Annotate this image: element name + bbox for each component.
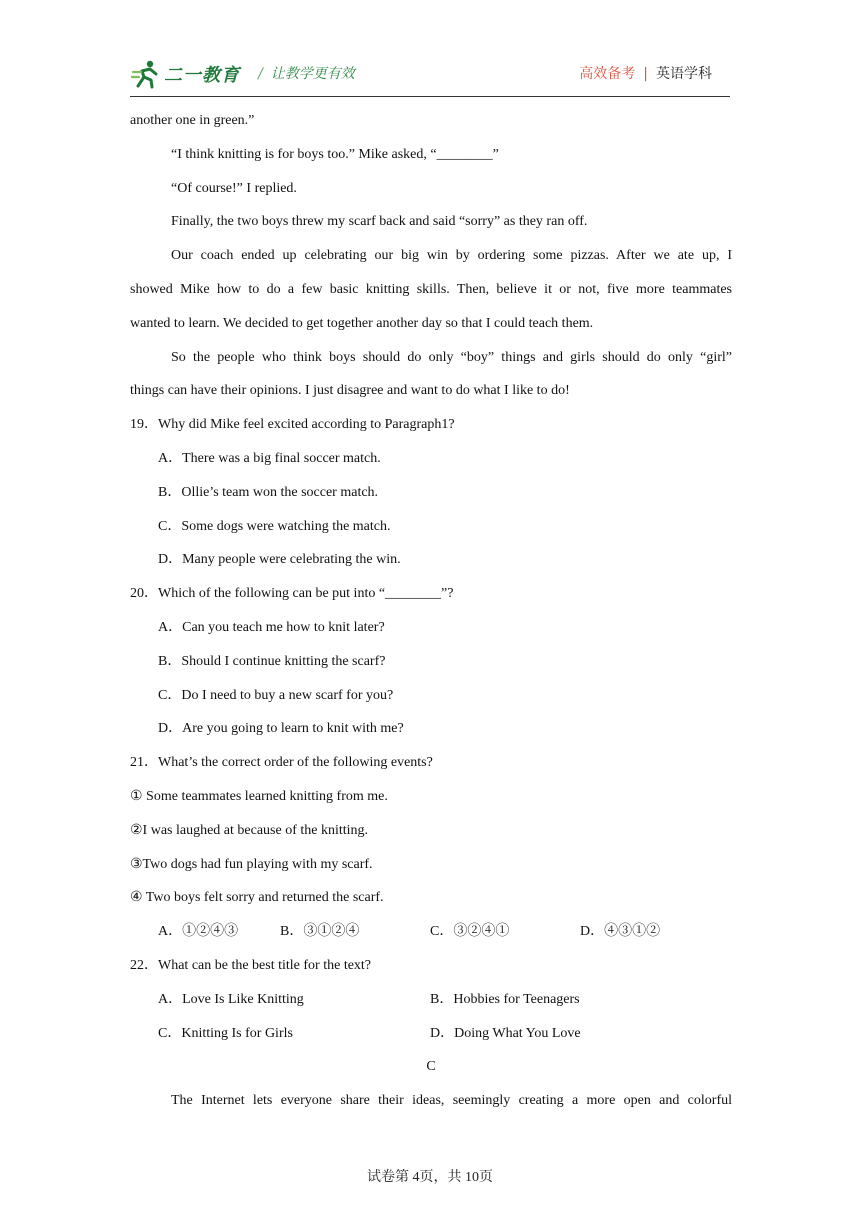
q20-option-c: C．Do I need to buy a new scarf for you? [158,687,394,703]
slogan-text: 让教学更有效 [270,66,355,82]
exam-tag: 高效备考 [579,66,636,82]
q20-option-a: A．Can you teach me how to knit later? [158,619,385,635]
q19-option-a: A．There was a big final soccer match. [158,450,381,466]
q22-option-b: B．Hobbies for Teenagers [430,991,580,1007]
page-content [130,104,732,1118]
q22-option-a: A．Love Is Like Knitting [158,991,304,1007]
logo-text: 二一教育 [164,65,240,86]
question-22-stem: 22．What can be the best title for the text? [130,957,372,973]
question-20-stem: 20．Which of the following can be put into “________”? [130,586,454,602]
q21-options-row [130,915,732,949]
q20-option-d: D．Are you going to learn to knit with me? [158,721,404,737]
passage-line: things can have their opinions. I just disagree and want to do what I like to do! [130,383,570,399]
section-c-heading: C [426,1059,436,1075]
q19-option-c: C．Some dogs were watching the match. [158,518,391,534]
passage-line: Our coach ended up celebrating our big win by ordering some pizzas. After we ate up, I [171,248,732,264]
header-divider [130,96,730,97]
slash-divider-icon: / [258,66,263,82]
vertical-bar-divider-icon: | [643,66,648,82]
q21-option-b: B．③①②④ [280,924,360,940]
logo [130,58,240,90]
passage-line: “I think knitting is for boys too.” Mike asked, “________” [171,146,499,162]
question-21-stem: 21．What’s the correct order of the following events? [130,755,433,771]
q22-options-row [130,983,732,1017]
q22-option-d: D．Doing What You Love [430,1025,581,1041]
running-figure-logo-icon [130,58,162,90]
passage-line: another one in green.” [130,113,255,128]
page-footer: 试卷第 4页，共 10页 [367,1170,493,1185]
passage-line: So the people who think boys should do only “boy” things and girls should do only “girl” [171,349,732,365]
q21-event-1: ① Some teammates learned knitting from me. [130,788,388,804]
q21-event-2: ②I was laughed at because of the knitting. [130,822,369,838]
header-tags [579,63,712,83]
page-header [130,56,730,98]
q21-option-c: C．③②④① [430,924,510,940]
passage-line: Finally, the two boys threw my scarf back and said “sorry” as they ran off. [171,214,588,230]
passage-line: wanted to learn. We decided to get together another day so that I could teach them. [130,315,594,331]
q19-option-b: B．Ollie’s team won the soccer match. [158,484,379,500]
q21-option-d: D．④③①② [580,924,661,940]
passage-line: showed Mike how to do a few basic knitting skills. Then, believe it or not, five more teammates [130,281,732,297]
q20-option-b: B．Should I continue knitting the scarf? [158,653,386,669]
slogan [258,63,355,83]
q22-option-c: C．Knitting Is for Girls [158,1025,293,1041]
passage-line: The Internet lets everyone share their ideas, seemingly creating a more open and colorful [171,1093,732,1109]
q19-option-d: D．Many people were celebrating the win. [158,552,401,568]
q21-event-3: ③Two dogs had fun playing with my scarf. [130,856,373,872]
q21-event-4: ④ Two boys felt sorry and returned the scarf. [130,890,384,906]
q22-options-row [130,1017,732,1051]
q21-option-a: A．①②④③ [158,924,239,940]
question-19-stem: 19．Why did Mike feel excited according to Paragraph1? [130,417,455,433]
passage-line: “Of course!” I replied. [171,180,297,196]
subject-tag: 英语学科 [656,66,712,82]
